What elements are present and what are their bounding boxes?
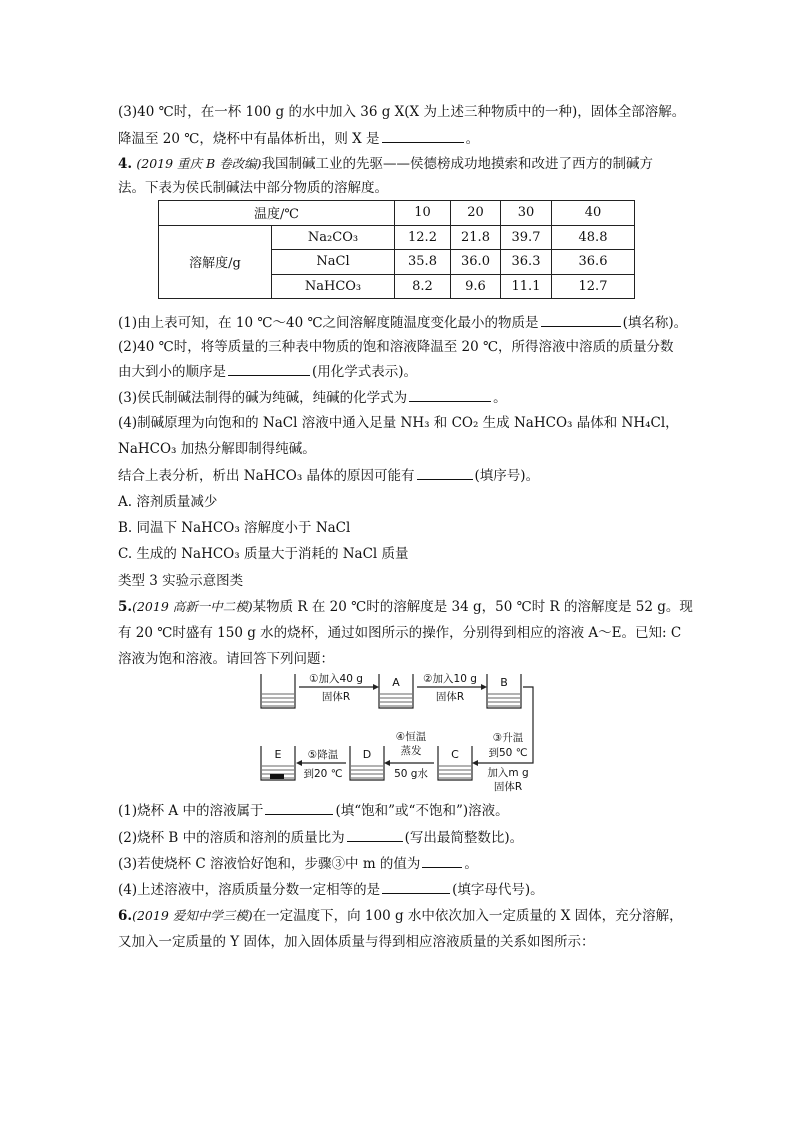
table-header-temp: 温度/℃ bbox=[159, 201, 395, 226]
table-cell: 12.2 bbox=[395, 225, 451, 250]
step1-sub: 固体R bbox=[321, 691, 351, 703]
step4-label: ④恒温 bbox=[395, 731, 427, 743]
q4-option-b: B. 同温下 NaHCO₃ 溶解度小于 NaCl bbox=[118, 520, 351, 536]
q4-s1: (1)由上表可知，在 10 ℃～40 ℃之间溶解度随温度变化最小的物质是 (填名称)。 bbox=[118, 315, 688, 331]
step3-sub: 到50 ℃ bbox=[488, 747, 528, 759]
q5-s3: (3)若使烧杯 C 溶液恰好饱和，步骤③中 m 的值为 。 bbox=[118, 856, 478, 872]
table-cell: 12.7 bbox=[552, 274, 635, 299]
step4-water: 50 g水 bbox=[394, 768, 428, 780]
section-type3: 类型 3 实验示意图类 bbox=[118, 573, 244, 589]
q5-s4-blank[interactable] bbox=[382, 880, 450, 894]
step3-add: 加入m g bbox=[487, 767, 529, 779]
q4-s2-line1: (2)40 ℃时，将等质量的三种表中物质的饱和溶液降温至 20 ℃，所得溶液中溶质的质量分数 bbox=[118, 339, 674, 355]
table-cell: 36.3 bbox=[501, 250, 552, 275]
q4-line2: 法。下表为侯氏制碱法中部分物质的溶解度。 bbox=[118, 180, 388, 196]
q4-s1-blank[interactable] bbox=[541, 313, 621, 327]
table-temp: 20 bbox=[451, 201, 501, 226]
q5-s3-blank[interactable] bbox=[422, 854, 462, 868]
q4-s4-blank[interactable] bbox=[417, 466, 473, 480]
table-temp: 30 bbox=[501, 201, 552, 226]
step3-label: ③升温 bbox=[492, 732, 524, 744]
table-cell: 39.7 bbox=[501, 225, 552, 250]
q5-s4: (4)上述溶液中，溶质质量分数一定相等的是 (填字母代号)。 bbox=[118, 882, 544, 898]
q5-line3: 溶液为饱和溶液。请回答下列问题： bbox=[118, 651, 334, 667]
q3-answer-blank[interactable] bbox=[382, 129, 464, 143]
q5-s1-blank[interactable] bbox=[265, 801, 333, 815]
beaker-label-d: D bbox=[362, 748, 372, 761]
table-cell: 8.2 bbox=[395, 274, 451, 299]
q4-line1: 4. (2019 重庆 B 卷改编)我国制碱工业的先驱——侯德榜成功地摸索和改进了西方的制碱方 bbox=[118, 156, 654, 172]
q6-line2: 又加入一定质量的 Y 固体，加入固体质量与得到相应溶液质量的关系如图所示： bbox=[118, 934, 595, 950]
beaker-label-b: B bbox=[500, 676, 508, 689]
table-temp: 10 bbox=[395, 201, 451, 226]
beaker-label-a: A bbox=[392, 676, 400, 689]
q6-line1: 6.(2019 爱知中学三模)在一定温度下，向 100 g 水中依次加入一定质量的 X 固体，充分溶解， bbox=[118, 908, 683, 924]
table-substance: NaHCO₃ bbox=[272, 274, 395, 299]
q5-line1: 5.(2019 高新一中二模)某物质 R 在 20 ℃时的溶解度是 34 g，50 ℃时 R 的溶解度是 52 g。现 bbox=[118, 599, 693, 615]
q3-line1: (3)40 ℃时，在一杯 100 g 的水中加入 36 g X(X 为上述三种物质中的一种)，固体全部溶解。 bbox=[118, 104, 686, 120]
q4-s2-line2: 由大到小的顺序是 (用化学式表示)。 bbox=[118, 364, 418, 380]
beaker-initial-icon bbox=[261, 674, 295, 708]
q4-s2-blank[interactable] bbox=[228, 362, 310, 376]
q4-option-a: A. 溶剂质量减少 bbox=[118, 494, 218, 510]
table-cell: 21.8 bbox=[451, 225, 501, 250]
step5-label: ⑤降温 bbox=[307, 749, 339, 761]
table-cell: 35.8 bbox=[395, 250, 451, 275]
q4-s4-line1: (4)制碱原理为向饱和的 NaCl 溶液中通入足量 NH₃ 和 CO₂ 生成 NaHCO₃ 晶体和 NH₄Cl， bbox=[118, 415, 679, 431]
q4-option-c: C. 生成的 NaHCO₃ 质量大于消耗的 NaCl 质量 bbox=[118, 546, 409, 562]
table-cell: 48.8 bbox=[552, 225, 635, 250]
q4-s4-line3: 结合上表分析，析出 NaHCO₃ 晶体的原因可能有 (填序号)。 bbox=[118, 468, 540, 484]
q3-line2: 降温至 20 ℃，烧杯中有晶体析出，则 X 是 。 bbox=[118, 131, 480, 147]
table-cell: 36.0 bbox=[451, 250, 501, 275]
q5-s2-blank[interactable] bbox=[347, 828, 403, 842]
solubility-table bbox=[158, 200, 635, 299]
table-cell: 9.6 bbox=[451, 274, 501, 299]
q5-s1: (1)烧杯 A 中的溶液属于 (填“饱和”或“不饱和”)溶液。 bbox=[118, 803, 509, 819]
table-substance: NaCl bbox=[272, 250, 395, 275]
q4-s4-line2: NaHCO₃ 加热分解即制得纯碱。 bbox=[118, 441, 316, 457]
q5-experiment-diagram bbox=[255, 668, 555, 793]
step3-solid: 固体R bbox=[493, 781, 523, 793]
step2-label: ②加入10 g bbox=[423, 673, 477, 685]
q4-s3-blank[interactable] bbox=[409, 388, 491, 402]
step4-sub: 蒸发 bbox=[400, 745, 422, 757]
beaker-label-e: E bbox=[274, 748, 282, 761]
step1-label: ①加入40 g bbox=[309, 673, 363, 685]
table-temp: 40 bbox=[552, 201, 635, 226]
beaker-label-c: C bbox=[451, 748, 459, 761]
table-cell: 11.1 bbox=[501, 274, 552, 299]
table-row-label: 溶解度/g bbox=[159, 225, 272, 299]
table-cell: 36.6 bbox=[552, 250, 635, 275]
step5-sub: 到20 ℃ bbox=[303, 768, 343, 780]
table-substance: Na₂CO₃ bbox=[272, 225, 395, 250]
step2-sub: 固体R bbox=[435, 691, 465, 703]
q5-line2: 有 20 ℃时盛有 150 g 水的烧杯，通过如图所示的操作，分别得到相应的溶液 A～E。已知: C bbox=[118, 625, 682, 641]
q5-s2: (2)烧杯 B 中的溶质和溶剂的质量比为 (写出最简整数比)。 bbox=[118, 830, 524, 846]
q4-s3: (3)侯氏制碱法制得的碱为纯碱，纯碱的化学式为 。 bbox=[118, 390, 507, 406]
